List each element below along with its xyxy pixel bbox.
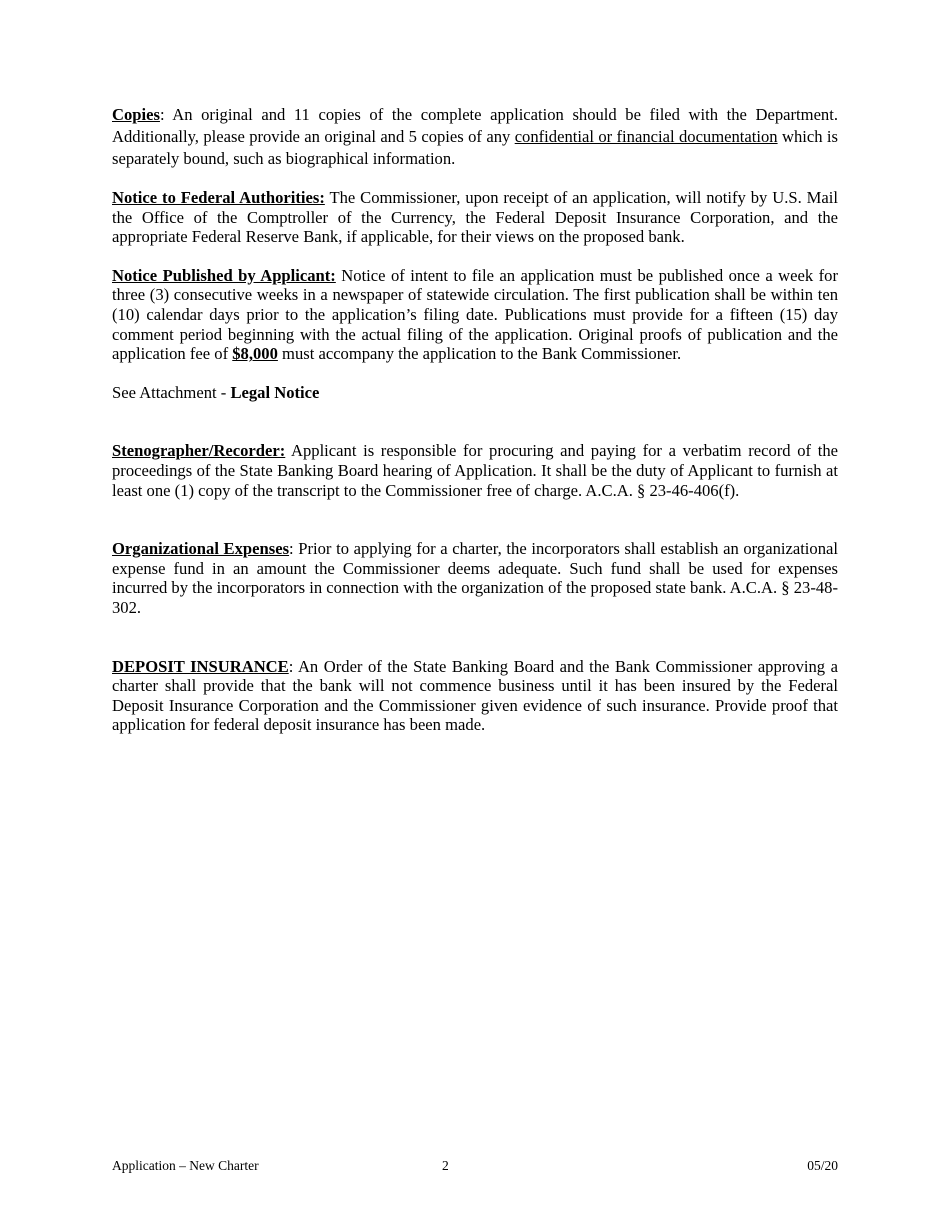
copies-paragraph [112,104,838,170]
footer-document-title: Application – New Charter [112,1158,259,1173]
page-footer [112,1158,838,1178]
copies-text-2: which is separately bound, such as biographical information. [112,127,838,168]
deposit-insurance-text: : An Order of the State Banking Board and the Bank Commissioner approving a charter shall provide that the bank will not commence business until it has been insured by the Federal Deposit Insurance Corporation and the Commissioner given evidence of such insurance. Provide proof that application for federal deposit insurance has been made. [112,656,838,735]
footer-revision-date: 05/20 [807,1158,838,1173]
legal-notice-label: Legal Notice [230,382,320,402]
deposit-insurance-paragraph [112,657,838,735]
deposit-insurance-heading: DEPOSIT INSURANCE [112,656,289,676]
confidential-documentation-text: confidential or financial documentation [514,127,778,146]
document-body [112,104,838,735]
stenographer-paragraph [112,441,838,500]
notice-published-text-1: Notice of intent to file an application must be published once a week for three (3) consecutive weeks in a newspaper of statewide circulation. The first publication shall be within ten (10) calendar days prior to the application’s filing date. Publications must provide for a fifteen (15) day comment period beginning with the actual filing of the application. Original proofs of publication and the application fee of [112,265,838,364]
see-attachment-line [112,383,838,403]
stenographer-heading: Stenographer/Recorder: [112,441,286,461]
notice-federal-paragraph [112,188,838,247]
stenographer-text: Applicant is responsible for procuring and paying for a verbatim record of the proceedings of the State Banking Board hearing of Application. It shall be the duty of Applicant to furnish at least one (1) copy of the transcript to the Commissioner free of charge. A.C.A. § 23-46-406(f). [112,441,838,500]
organizational-heading: Organizational Expenses [112,539,290,559]
notice-published-text-2: must accompany the application to the Bank Commissioner. [277,344,682,364]
notice-published-heading: Notice Published by Applicant: [112,265,336,285]
copies-text-1: : An original and 11 copies of the complete application should be filed with the Department. Additionally, please provide an original and 5 copies of any [112,105,838,146]
organizational-text: : Prior to applying for a charter, the incorporators shall establish an organizational expense fund in an amount the Commissioner deems adequate. Such fund shall be used for expenses incurred by the incorporators in connection with the organization of the proposed state bank. A.C.A. § 23-48-302. [112,539,838,617]
notice-federal-text: The Commissioner, upon receipt of an application, will notify by U.S. Mail the Office of the Comptroller of the Currency, the Federal Deposit Insurance Corporation, and the appropriate Federal Reserve Bank, if applicable, for their views on the proposed bank. [112,188,838,247]
notice-federal-heading: Notice to Federal Authorities: [112,188,325,207]
see-attachment-prefix: See Attachment - [112,382,231,402]
footer-page-number: 2 [442,1158,449,1173]
organizational-paragraph [112,539,838,617]
application-fee: $8,000 [232,344,278,364]
copies-heading: Copies [112,105,160,124]
notice-published-paragraph [112,266,838,364]
